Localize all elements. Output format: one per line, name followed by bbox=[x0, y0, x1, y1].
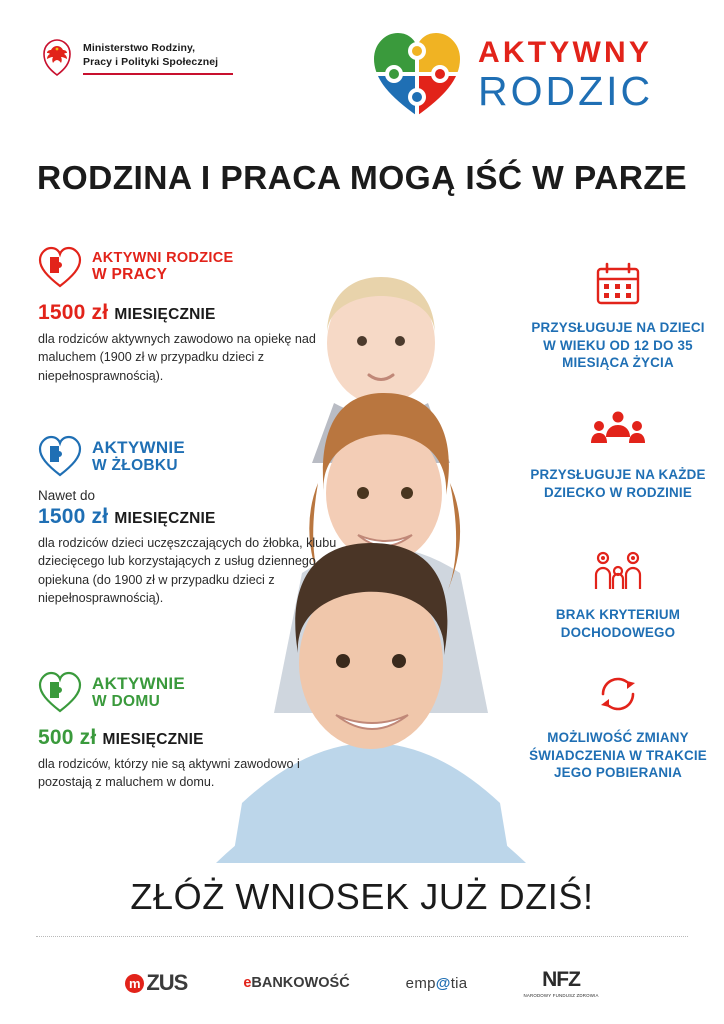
benefit-2-title-line-1: AKTYWNIE bbox=[92, 437, 186, 457]
benefit-2-amount-value: 1500 zł bbox=[38, 505, 109, 528]
feature-block-3 bbox=[528, 545, 708, 641]
benefit-2-title-line-2: W ŻŁOBKU bbox=[92, 456, 178, 474]
benefit-1-amount-unit: MIESIĘCZNIE bbox=[114, 306, 216, 323]
footer-divider bbox=[36, 936, 688, 937]
benefit-1-title-line-2: W PRACY bbox=[92, 266, 168, 284]
calendar-icon bbox=[528, 258, 708, 310]
benefit-3-amount bbox=[38, 726, 348, 750]
heart-puzzle-red-icon bbox=[38, 246, 82, 288]
benefit-1-amount bbox=[38, 301, 348, 325]
feature-block-4 bbox=[528, 668, 708, 782]
ebankowosc-text: BANKOWOŚĆ bbox=[251, 975, 350, 991]
benefit-3-amount-value: 500 zł bbox=[38, 726, 97, 749]
benefit-2-body: dla rodziców dzieci uczęszczających do żłobka, klubu dziecięcego lub korzystających z usług dziennego opiekuna (do 1900 zł w przypadku dzieci z niepełnosprawnością). bbox=[38, 536, 337, 605]
benefit-1-header bbox=[38, 243, 348, 291]
benefit-1-title-line-1: AKTYWNI RODZICE bbox=[92, 250, 234, 267]
benefit-1-body: dla rodziców aktywnych zawodowo na opiekę nad maluchem (1900 zł w przypadku dzieci z niepełnosprawnością). bbox=[38, 332, 316, 383]
benefit-3-title-line-1: AKTYWNIE bbox=[92, 673, 186, 693]
polish-eagle-icon bbox=[40, 38, 74, 78]
benefit-3-amount-unit: MIESIĘCZNIE bbox=[102, 731, 204, 748]
ebankowosc-prefix: e bbox=[243, 975, 252, 991]
ministry-line-2: Pracy i Polityki Społecznej bbox=[83, 56, 219, 69]
ministry-logo bbox=[40, 38, 233, 78]
benefit-3-header bbox=[38, 668, 348, 716]
zus-text: ZUS bbox=[146, 970, 188, 995]
feature-1-text: PRZYSŁUGUJE NA DZIECI W WIEKU OD 12 DO 35 MIESIĄCA ŻYCIA bbox=[531, 320, 705, 371]
benefit-1-amount-value: 1500 zł bbox=[38, 301, 109, 324]
refresh-arrows-icon bbox=[528, 668, 708, 720]
heart-puzzle-blue-icon bbox=[38, 435, 82, 477]
puzzle-heart-icon bbox=[370, 28, 464, 120]
feature-3-text: BRAK KRYTERIUM DOCHODOWEGO bbox=[555, 607, 681, 640]
benefit-block-3 bbox=[38, 668, 348, 792]
nfz-subtext: NARODOWY FUNDUSZ ZDROWIA bbox=[523, 993, 599, 998]
zus-mark: m bbox=[125, 974, 144, 993]
footer-logos bbox=[0, 958, 724, 1008]
benefit-block-2 bbox=[38, 432, 348, 607]
feature-2-text: PRZYSŁUGUJE NA KAŻDE DZIECKO W RODZINIE bbox=[530, 467, 706, 500]
feature-block-2 bbox=[528, 405, 708, 501]
poster-header bbox=[0, 0, 724, 140]
feature-block-1 bbox=[528, 258, 708, 372]
feature-4-text: MOŻLIWOŚĆ ZMIANY ŚWIADCZENIA W TRAKCIE JEGO POBIERANIA bbox=[529, 730, 707, 781]
call-to-action: ZŁÓŻ WNIOSEK JUŻ DZIŚ! bbox=[130, 876, 594, 917]
empatia-logo bbox=[406, 966, 468, 1000]
zus-logo bbox=[125, 966, 187, 1000]
nfz-text: NFZ bbox=[542, 968, 580, 991]
benefit-3-title-line-2: W DOMU bbox=[92, 692, 161, 710]
ministry-line-1: Ministerstwo Rodziny, bbox=[83, 42, 196, 54]
empatia-at: @ bbox=[435, 974, 451, 992]
aktywny-rodzic-logo bbox=[370, 28, 653, 120]
brand-top-text: AKTYWNY bbox=[478, 36, 653, 70]
ministry-rule bbox=[83, 73, 233, 75]
empatia-right: tia bbox=[450, 974, 468, 992]
benefit-2-amount bbox=[38, 505, 348, 529]
benefit-2-pre: Nawet do bbox=[38, 488, 96, 503]
benefit-block-1 bbox=[38, 243, 348, 385]
nfz-logo bbox=[523, 966, 598, 1000]
page-title: RODZINA I PRACA MOGĄ IŚĆ W PARZE bbox=[37, 160, 687, 197]
family-group-icon bbox=[528, 405, 708, 457]
benefit-2-header bbox=[38, 432, 348, 480]
empatia-left: emp bbox=[405, 974, 436, 992]
benefit-3-body: dla rodziców, którzy nie są aktywni zawodowo i pozostają z maluchem w domu. bbox=[38, 757, 300, 790]
brand-wordmark bbox=[478, 34, 653, 113]
benefit-2-amount-unit: MIESIĘCZNIE bbox=[114, 510, 216, 527]
ebankowosc-logo bbox=[243, 966, 349, 1000]
heart-puzzle-green-icon bbox=[38, 671, 82, 713]
brand-bottom-text: RODZIC bbox=[478, 68, 654, 115]
family-gears-icon bbox=[528, 545, 708, 597]
